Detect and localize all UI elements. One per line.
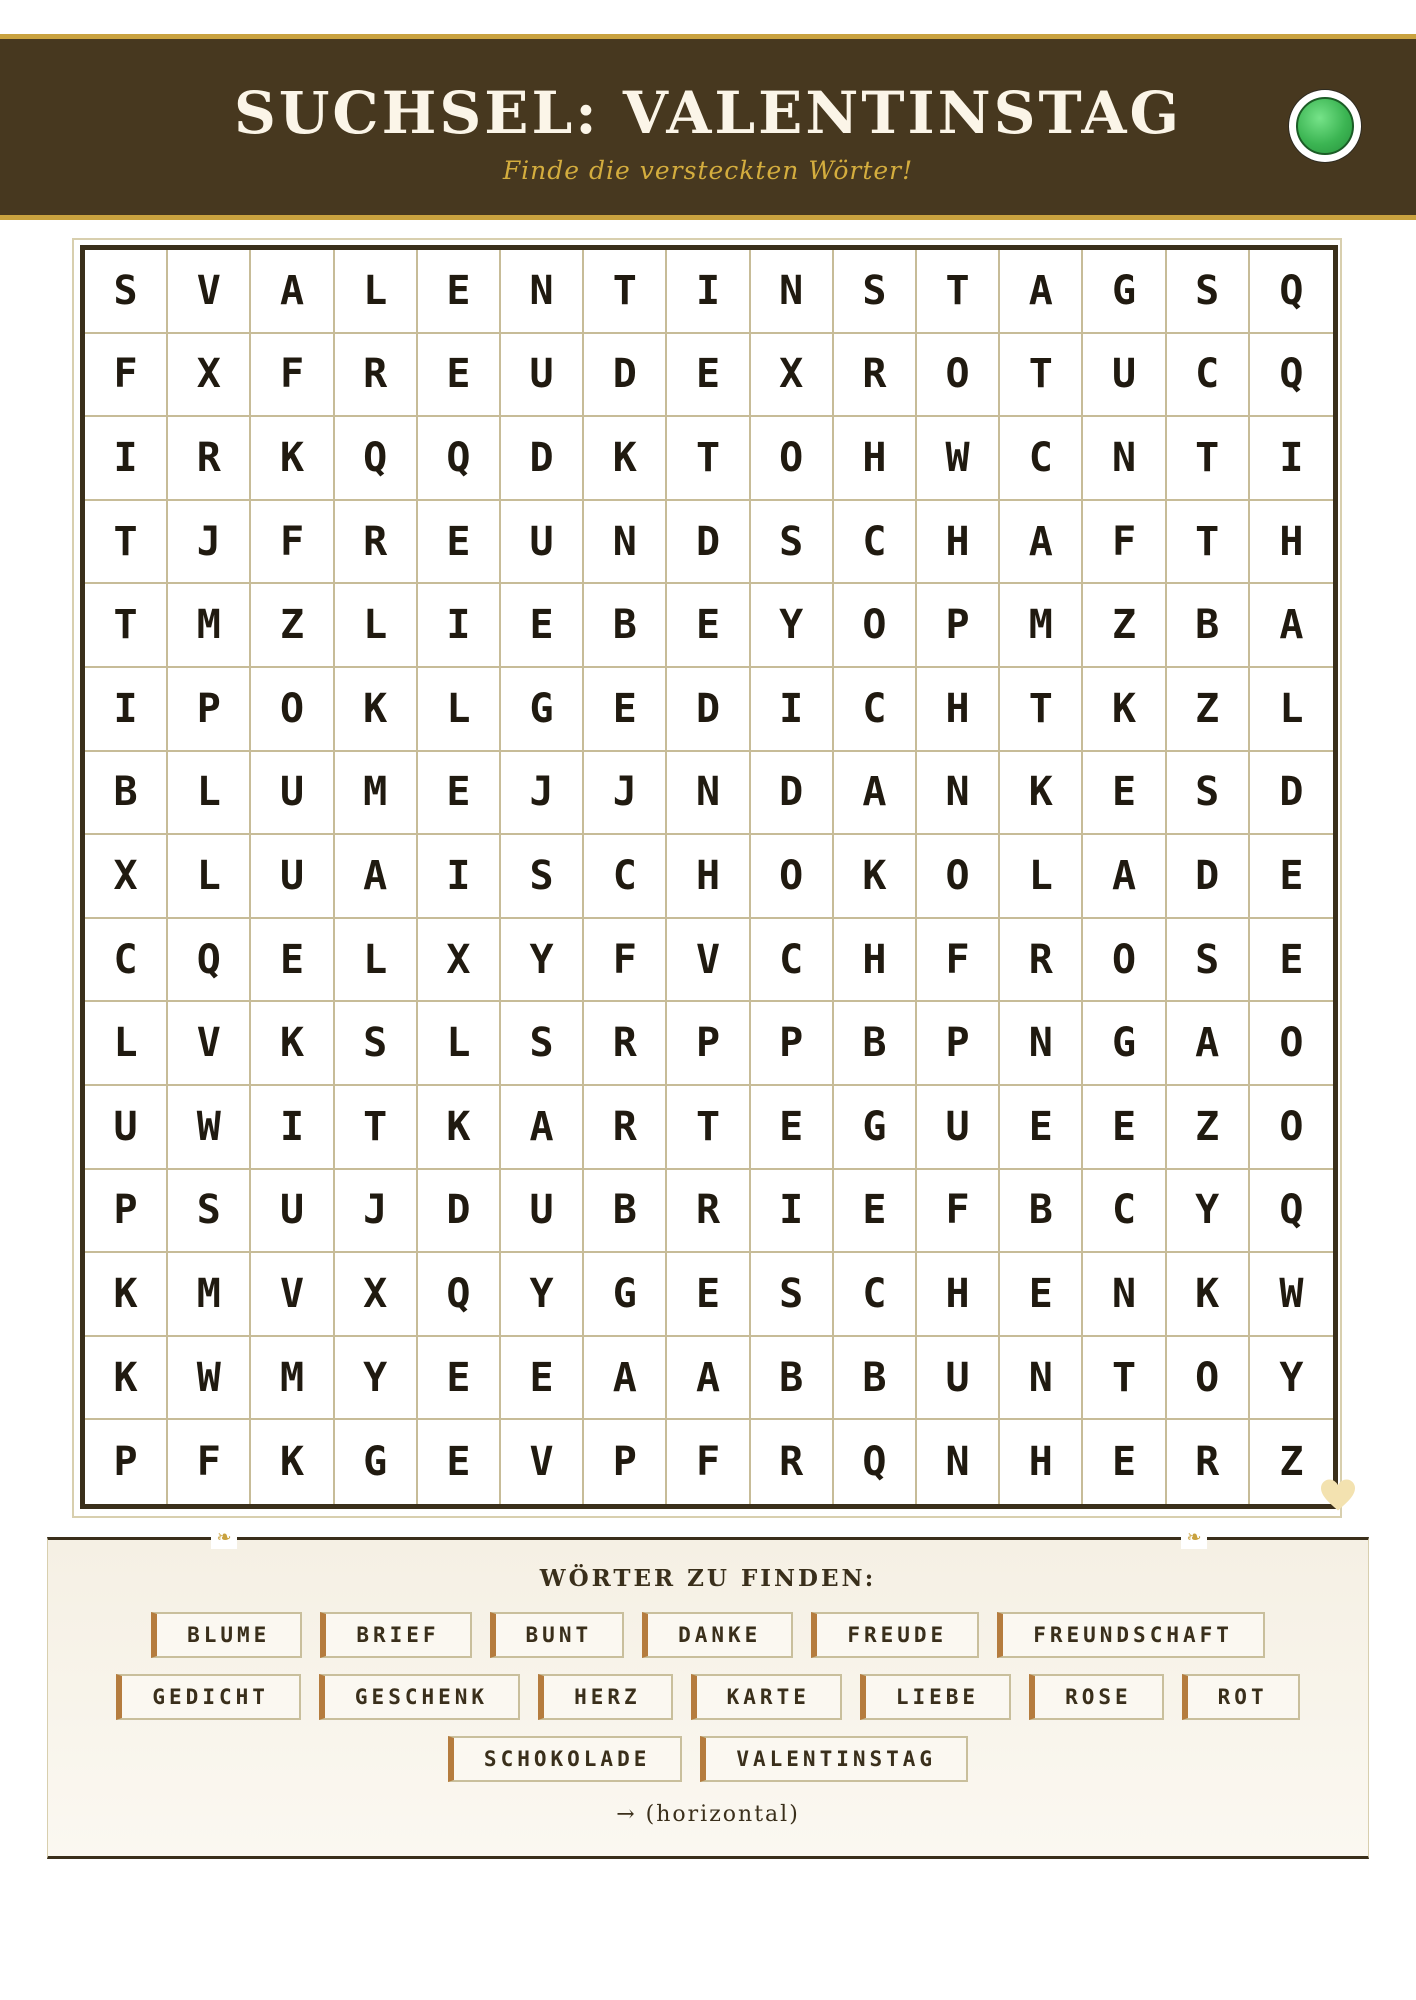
grid-cell[interactable]: K xyxy=(1000,752,1083,836)
grid-cell[interactable]: W xyxy=(1250,1253,1333,1337)
grid-cell[interactable]: K xyxy=(418,1086,501,1170)
grid-cell[interactable]: T xyxy=(335,1086,418,1170)
grid-cell[interactable]: C xyxy=(85,919,168,1003)
grid-cell[interactable]: T xyxy=(1167,501,1250,585)
grid-cell[interactable]: M xyxy=(335,752,418,836)
grid-cell[interactable]: O xyxy=(1167,1337,1250,1421)
grid-cell[interactable]: P xyxy=(667,1002,750,1086)
green-circle-inner xyxy=(1296,97,1354,155)
grid-cell[interactable]: D xyxy=(1167,835,1250,919)
grid-cell[interactable]: I xyxy=(751,668,834,752)
grid-cell[interactable]: N xyxy=(1000,1337,1083,1421)
grid-cell[interactable]: H xyxy=(1000,1420,1083,1504)
grid-cell[interactable]: M xyxy=(168,1253,251,1337)
grid-cell[interactable]: W xyxy=(917,417,1000,501)
grid-cell[interactable]: K xyxy=(335,668,418,752)
page-title: SUCHSEL: VALENTINSTAG xyxy=(233,79,1183,147)
grid-cell[interactable]: C xyxy=(834,501,917,585)
grid-cell[interactable]: Z xyxy=(1083,584,1166,668)
grid-cell[interactable]: U xyxy=(501,501,584,585)
grid-cell[interactable]: T xyxy=(667,417,750,501)
grid-cell[interactable]: A xyxy=(834,752,917,836)
grid-cell[interactable]: A xyxy=(1250,584,1333,668)
grid-cell[interactable]: Q xyxy=(1250,250,1333,334)
word-row xyxy=(48,1612,1368,1658)
grid-cell[interactable]: S xyxy=(751,1253,834,1337)
grid-cell[interactable]: E xyxy=(667,334,750,418)
grid-cell[interactable]: P xyxy=(85,1170,168,1254)
grid-cell[interactable]: G xyxy=(1083,250,1166,334)
grid-cell[interactable]: Q xyxy=(168,919,251,1003)
grid-cell[interactable]: E xyxy=(751,1086,834,1170)
grid-cell[interactable]: S xyxy=(1167,752,1250,836)
grid-cell[interactable]: F xyxy=(1083,501,1166,585)
grid-cell[interactable]: K xyxy=(1167,1253,1250,1337)
grid-cell[interactable]: S xyxy=(834,250,917,334)
grid-cell[interactable]: Q xyxy=(1250,334,1333,418)
grid-cell[interactable]: G xyxy=(584,1253,667,1337)
grid-cell[interactable]: T xyxy=(85,584,168,668)
grid-cell[interactable]: U xyxy=(1083,334,1166,418)
letter-grid xyxy=(80,245,1338,1509)
grid-cell[interactable]: K xyxy=(834,835,917,919)
grid-cell[interactable]: T xyxy=(584,250,667,334)
grid-cell[interactable]: I xyxy=(251,1086,334,1170)
grid-cell[interactable]: A xyxy=(1000,250,1083,334)
grid-cell[interactable]: P xyxy=(751,1002,834,1086)
grid-cell[interactable]: W xyxy=(168,1337,251,1421)
word-chip[interactable]: SCHOKOLADE xyxy=(448,1736,682,1782)
grid-cell[interactable]: L xyxy=(418,1002,501,1086)
grid-cell[interactable]: X xyxy=(335,1253,418,1337)
floral-ornament-icon: ❧ xyxy=(1181,1527,1207,1549)
grid-cell[interactable]: T xyxy=(85,501,168,585)
word-chip[interactable]: GEDICHT xyxy=(116,1674,301,1720)
grid-cell[interactable]: F xyxy=(667,1420,750,1504)
grid-cell[interactable]: E xyxy=(418,334,501,418)
grid-cell[interactable]: X xyxy=(168,334,251,418)
grid-cell[interactable]: B xyxy=(584,584,667,668)
grid-cell[interactable]: K xyxy=(85,1253,168,1337)
grid-cell[interactable]: H xyxy=(917,1253,1000,1337)
grid-cell[interactable]: P xyxy=(917,1002,1000,1086)
grid-cell[interactable]: P xyxy=(85,1420,168,1504)
grid-cell[interactable]: H xyxy=(917,501,1000,585)
word-chip[interactable]: BRIEF xyxy=(320,1612,471,1658)
grid-cell[interactable]: F xyxy=(85,334,168,418)
grid-cell[interactable]: U xyxy=(251,1170,334,1254)
grid-cell[interactable]: Z xyxy=(1167,1086,1250,1170)
grid-cell[interactable]: E xyxy=(501,584,584,668)
grid-cell[interactable]: E xyxy=(1083,752,1166,836)
grid-cell[interactable]: U xyxy=(85,1086,168,1170)
grid-cell[interactable]: E xyxy=(418,1420,501,1504)
grid-cell[interactable]: K xyxy=(1083,668,1166,752)
grid-cell[interactable]: X xyxy=(85,835,168,919)
grid-cell[interactable]: R xyxy=(751,1420,834,1504)
grid-cell[interactable]: H xyxy=(834,417,917,501)
grid-cell[interactable]: N xyxy=(1083,1253,1166,1337)
grid-cell[interactable]: T xyxy=(1000,668,1083,752)
grid-cell[interactable]: O xyxy=(251,668,334,752)
grid-cell[interactable]: E xyxy=(1000,1086,1083,1170)
grid-cell[interactable]: M xyxy=(1000,584,1083,668)
grid-cell[interactable]: H xyxy=(667,835,750,919)
grid-cell[interactable]: E xyxy=(667,584,750,668)
grid-cell[interactable]: Y xyxy=(501,919,584,1003)
grid-cell[interactable]: E xyxy=(1000,1253,1083,1337)
grid-cell[interactable]: H xyxy=(1250,501,1333,585)
word-chip[interactable]: DANKE xyxy=(642,1612,793,1658)
grid-cell[interactable]: O xyxy=(917,835,1000,919)
word-chip[interactable]: LIEBE xyxy=(860,1674,1011,1720)
grid-cell[interactable]: X xyxy=(751,334,834,418)
grid-cell[interactable]: J xyxy=(168,501,251,585)
direction-hint: → (horizontal) xyxy=(616,1802,800,1827)
grid-cell[interactable]: J xyxy=(501,752,584,836)
grid-cell[interactable]: K xyxy=(251,417,334,501)
word-chip[interactable]: HERZ xyxy=(538,1674,673,1720)
word-chip[interactable]: FREUNDSCHAFT xyxy=(997,1612,1265,1658)
grid-cell[interactable]: U xyxy=(251,752,334,836)
word-chip[interactable]: FREUDE xyxy=(811,1612,979,1658)
grid-cell[interactable]: I xyxy=(85,417,168,501)
word-chip[interactable]: BLUME xyxy=(151,1612,302,1658)
grid-cell[interactable]: E xyxy=(251,919,334,1003)
grid-cell[interactable]: O xyxy=(834,584,917,668)
word-chip[interactable]: GESCHENK xyxy=(319,1674,520,1720)
grid-cell[interactable]: Y xyxy=(1167,1170,1250,1254)
grid-cell[interactable]: I xyxy=(751,1170,834,1254)
grid-cell[interactable]: B xyxy=(834,1002,917,1086)
grid-cell[interactable]: B xyxy=(751,1337,834,1421)
grid-cell[interactable]: D xyxy=(584,334,667,418)
grid-cell[interactable]: L xyxy=(1000,835,1083,919)
grid-cell[interactable]: O xyxy=(1083,919,1166,1003)
grid-cell[interactable]: V xyxy=(168,1002,251,1086)
grid-cell[interactable]: W xyxy=(168,1086,251,1170)
grid-cell[interactable]: R xyxy=(335,334,418,418)
grid-cell[interactable]: B xyxy=(584,1170,667,1254)
grid-cell[interactable]: E xyxy=(418,501,501,585)
grid-cell[interactable]: E xyxy=(418,250,501,334)
grid-cell[interactable]: Q xyxy=(335,417,418,501)
grid-cell[interactable]: R xyxy=(584,1086,667,1170)
grid-cell[interactable]: N xyxy=(584,501,667,585)
grid-cell[interactable]: S xyxy=(335,1002,418,1086)
word-list-panel xyxy=(47,1527,1369,1859)
grid-cell[interactable]: K xyxy=(251,1002,334,1086)
grid-cell[interactable]: N xyxy=(751,250,834,334)
grid-cell[interactable]: R xyxy=(1167,1420,1250,1504)
grid-cell[interactable]: H xyxy=(917,668,1000,752)
grid-cell[interactable]: Z xyxy=(251,584,334,668)
grid-cell[interactable]: T xyxy=(917,250,1000,334)
grid-cell[interactable]: X xyxy=(418,919,501,1003)
grid-cell[interactable]: G xyxy=(1083,1002,1166,1086)
grid-cell[interactable]: Z xyxy=(1167,668,1250,752)
grid-cell[interactable]: F xyxy=(251,334,334,418)
grid-cell[interactable]: S xyxy=(85,250,168,334)
grid-cell[interactable]: D xyxy=(667,668,750,752)
grid-cell[interactable]: F xyxy=(584,919,667,1003)
grid-cell[interactable]: A xyxy=(335,835,418,919)
grid-cell[interactable]: M xyxy=(168,584,251,668)
grid-cell[interactable]: E xyxy=(418,1337,501,1421)
heart-icon xyxy=(1319,1478,1357,1512)
page-subtitle: Finde die versteckten Wörter! xyxy=(502,156,914,185)
header-banner xyxy=(0,34,1416,220)
grid-cell[interactable]: U xyxy=(917,1337,1000,1421)
grid-cell[interactable]: G xyxy=(834,1086,917,1170)
grid-cell[interactable]: I xyxy=(418,835,501,919)
grid-cell[interactable]: A xyxy=(584,1337,667,1421)
grid-cell[interactable]: Q xyxy=(418,417,501,501)
grid-cell[interactable]: I xyxy=(418,584,501,668)
grid-cell[interactable]: O xyxy=(1250,1086,1333,1170)
grid-cell[interactable]: R xyxy=(335,501,418,585)
grid-cell[interactable]: T xyxy=(1000,334,1083,418)
grid-cell[interactable]: B xyxy=(1167,584,1250,668)
grid-cell[interactable]: E xyxy=(501,1337,584,1421)
grid-cell[interactable]: L xyxy=(335,919,418,1003)
grid-cell[interactable]: I xyxy=(1250,417,1333,501)
grid-cell[interactable]: S xyxy=(501,835,584,919)
grid-cell[interactable]: P xyxy=(584,1420,667,1504)
grid-cell[interactable]: C xyxy=(834,1253,917,1337)
grid-cell[interactable]: V xyxy=(251,1253,334,1337)
grid-cell[interactable]: Y xyxy=(501,1253,584,1337)
grid-cell[interactable]: A xyxy=(1167,1002,1250,1086)
grid-cell[interactable]: L xyxy=(418,668,501,752)
grid-cell[interactable]: B xyxy=(85,752,168,836)
grid-cell[interactable]: O xyxy=(751,417,834,501)
grid-cell[interactable]: N xyxy=(1000,1002,1083,1086)
grid-cell[interactable]: J xyxy=(335,1170,418,1254)
grid-cell[interactable]: E xyxy=(1083,1420,1166,1504)
grid-cell[interactable]: K xyxy=(251,1420,334,1504)
grid-cell[interactable]: K xyxy=(85,1337,168,1421)
grid-cell[interactable]: B xyxy=(1000,1170,1083,1254)
grid-cell[interactable]: D xyxy=(751,752,834,836)
grid-cell[interactable]: N xyxy=(917,752,1000,836)
grid-cell[interactable]: F xyxy=(917,919,1000,1003)
grid-cell[interactable]: U xyxy=(917,1086,1000,1170)
grid-cell[interactable]: L xyxy=(335,250,418,334)
grid-cell[interactable]: O xyxy=(917,334,1000,418)
grid-cell[interactable]: M xyxy=(251,1337,334,1421)
grid-cell[interactable]: Y xyxy=(335,1337,418,1421)
grid-cell[interactable]: Q xyxy=(834,1420,917,1504)
grid-cell[interactable]: D xyxy=(418,1170,501,1254)
grid-cell[interactable]: E xyxy=(667,1253,750,1337)
grid-cell[interactable]: I xyxy=(85,668,168,752)
grid-cell[interactable]: C xyxy=(1083,1170,1166,1254)
grid-cell[interactable]: N xyxy=(1083,417,1166,501)
grid-cell[interactable]: S xyxy=(168,1170,251,1254)
grid-cell[interactable]: P xyxy=(917,584,1000,668)
grid-cell[interactable]: R xyxy=(168,417,251,501)
grid-cell[interactable]: P xyxy=(168,668,251,752)
grid-cell[interactable]: S xyxy=(501,1002,584,1086)
grid-cell[interactable]: G xyxy=(335,1420,418,1504)
grid-cell[interactable]: I xyxy=(667,250,750,334)
grid-cell[interactable]: C xyxy=(834,668,917,752)
grid-cell[interactable]: O xyxy=(1250,1002,1333,1086)
grid-cell[interactable]: E xyxy=(418,752,501,836)
word-list-heading: WÖRTER ZU FINDEN: xyxy=(539,1565,877,1592)
grid-cell[interactable]: H xyxy=(834,919,917,1003)
grid-cell[interactable]: C xyxy=(1000,417,1083,501)
grid-cell[interactable]: E xyxy=(1250,835,1333,919)
word-chip[interactable]: ROSE xyxy=(1029,1674,1164,1720)
grid-cell[interactable]: S xyxy=(751,501,834,585)
grid-cell[interactable]: U xyxy=(501,334,584,418)
grid-cell[interactable]: N xyxy=(501,250,584,334)
grid-cell[interactable]: R xyxy=(1000,919,1083,1003)
grid-cell[interactable]: S xyxy=(1167,919,1250,1003)
grid-cell[interactable]: Y xyxy=(751,584,834,668)
grid-cell[interactable]: F xyxy=(251,501,334,585)
grid-cell[interactable]: N xyxy=(667,752,750,836)
grid-cell[interactable]: K xyxy=(584,417,667,501)
grid-cell[interactable]: T xyxy=(667,1086,750,1170)
grid-cell[interactable]: G xyxy=(501,668,584,752)
floral-ornament-icon: ❧ xyxy=(211,1527,237,1549)
grid-cell[interactable]: E xyxy=(834,1170,917,1254)
grid-cell[interactable]: R xyxy=(667,1170,750,1254)
grid-cell[interactable]: N xyxy=(917,1420,1000,1504)
grid-cell[interactable]: Z xyxy=(1279,1439,1304,1486)
grid-cell[interactable]: E xyxy=(1083,1086,1166,1170)
grid-cell[interactable]: S xyxy=(1167,250,1250,334)
grid-cell[interactable]: F xyxy=(168,1420,251,1504)
grid-cell[interactable]: D xyxy=(667,501,750,585)
green-circle-icon[interactable] xyxy=(1289,90,1361,162)
grid-cell[interactable]: R xyxy=(834,334,917,418)
grid-cell[interactable]: Y xyxy=(1250,1337,1333,1421)
grid-cell[interactable]: C xyxy=(584,835,667,919)
word-row xyxy=(48,1736,1368,1782)
grid-cell[interactable]: A xyxy=(1083,835,1166,919)
grid-cell[interactable]: T xyxy=(1167,417,1250,501)
grid-cell[interactable]: O xyxy=(751,835,834,919)
grid-cell[interactable]: C xyxy=(1167,334,1250,418)
grid-cell[interactable]: L xyxy=(168,835,251,919)
grid-cell[interactable]: B xyxy=(834,1337,917,1421)
word-chip[interactable]: VALENTINSTAG xyxy=(700,1736,968,1782)
word-chip[interactable]: KARTE xyxy=(691,1674,842,1720)
grid-cell[interactable]: L xyxy=(168,752,251,836)
grid-cell[interactable]: D xyxy=(1250,752,1333,836)
grid-cell[interactable]: U xyxy=(501,1170,584,1254)
grid-cell[interactable]: T xyxy=(1083,1337,1166,1421)
grid-cell[interactable]: D xyxy=(501,417,584,501)
grid-cell[interactable]: A xyxy=(251,250,334,334)
grid-cell[interactable]: L xyxy=(1250,668,1333,752)
grid-cell[interactable]: L xyxy=(85,1002,168,1086)
grid-cell[interactable]: L xyxy=(335,584,418,668)
word-chip[interactable]: ROT xyxy=(1182,1674,1300,1720)
grid-cell[interactable]: A xyxy=(1000,501,1083,585)
grid-cell[interactable]: R xyxy=(584,1002,667,1086)
grid-cell[interactable]: V xyxy=(501,1420,584,1504)
grid-cell[interactable]: E xyxy=(584,668,667,752)
grid-cell[interactable]: A xyxy=(667,1337,750,1421)
grid-cell[interactable]: F xyxy=(917,1170,1000,1254)
grid-cell[interactable]: Q xyxy=(418,1253,501,1337)
grid-cell[interactable]: U xyxy=(251,835,334,919)
grid-cell[interactable]: A xyxy=(501,1086,584,1170)
word-chip[interactable]: BUNT xyxy=(490,1612,625,1658)
grid-cell[interactable]: J xyxy=(584,752,667,836)
grid-cell[interactable]: V xyxy=(168,250,251,334)
grid-cell[interactable]: C xyxy=(751,919,834,1003)
grid-cell[interactable]: V xyxy=(667,919,750,1003)
word-row xyxy=(48,1674,1368,1720)
grid-cell[interactable]: E xyxy=(1250,919,1333,1003)
grid-cell[interactable]: Q xyxy=(1250,1170,1333,1254)
